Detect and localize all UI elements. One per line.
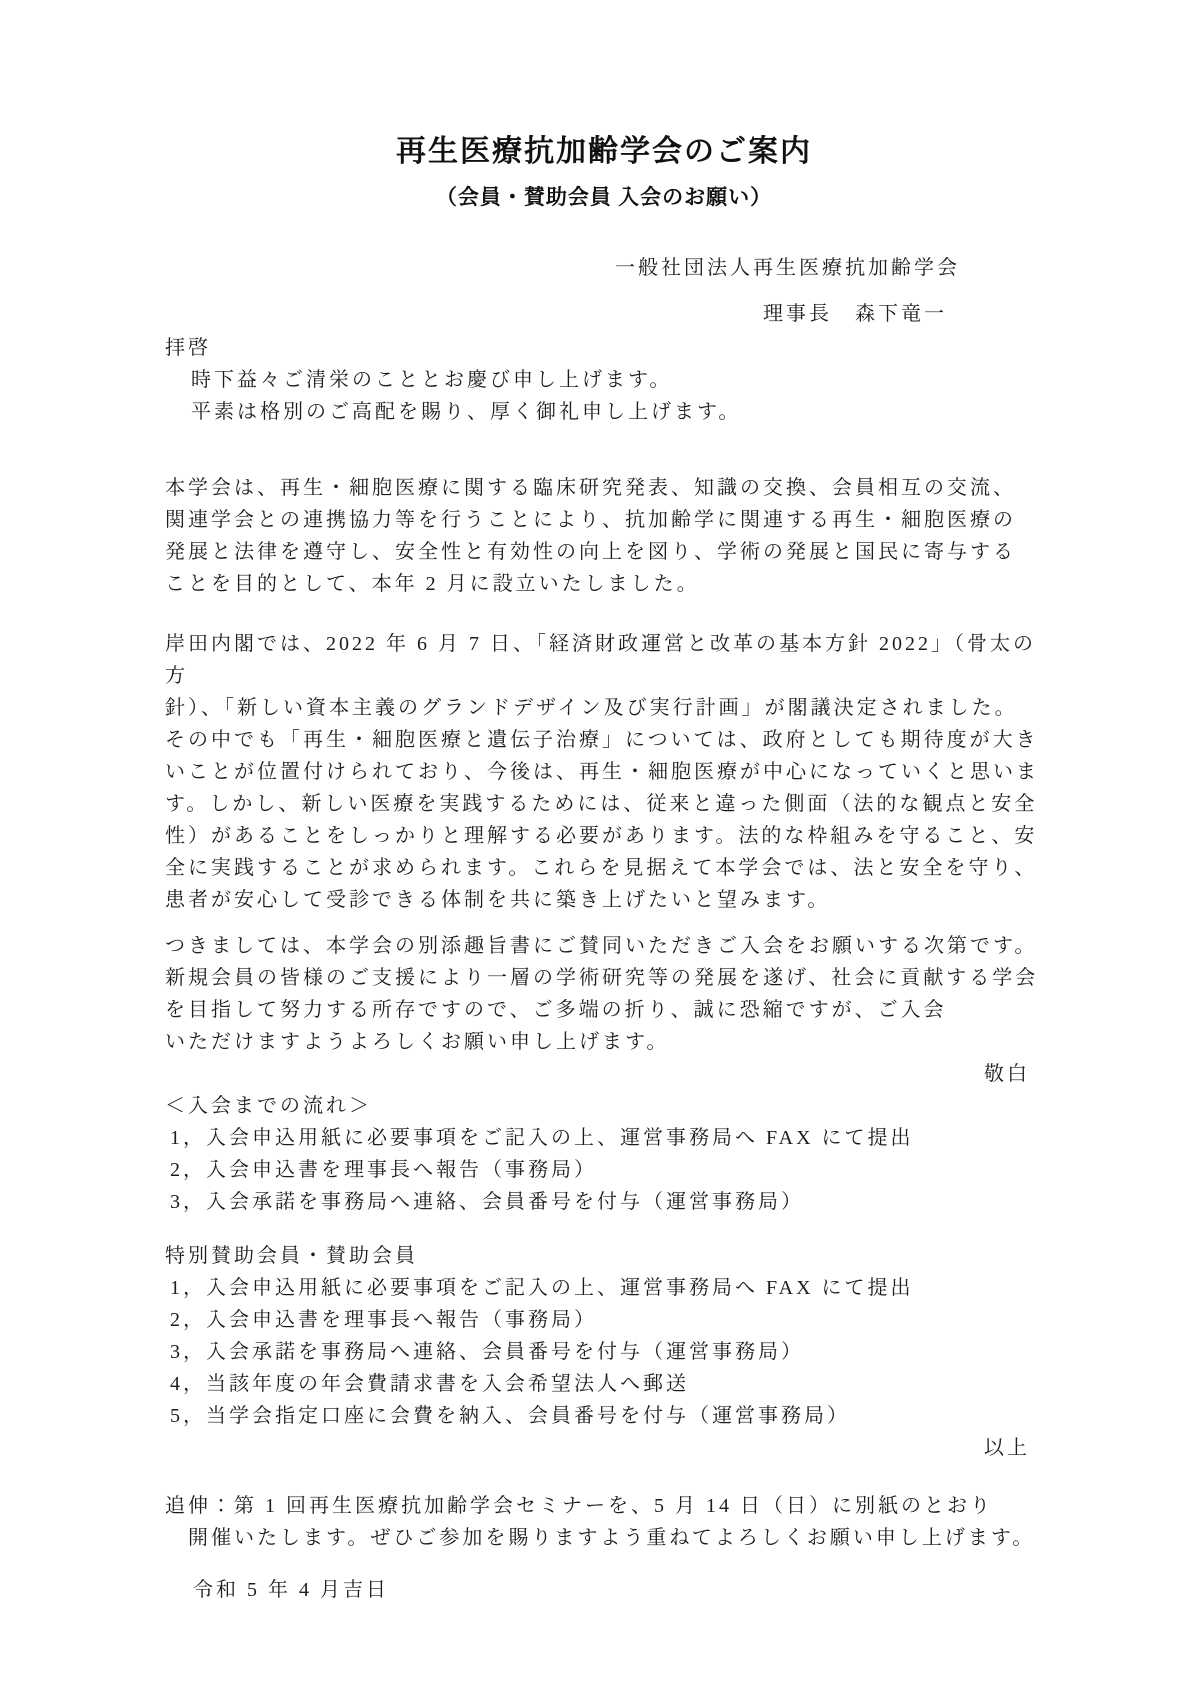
sender-organization: 一般社団法人再生医療抗加齢学会 — [615, 257, 960, 279]
supporting-step-3: 3，入会承諾を事務局へ連絡、会員番号を付与（運営事務局） — [170, 1341, 804, 1363]
end-marker: 以上 — [984, 1437, 1030, 1459]
flow-section-heading: ＜入会までの流れ＞ — [165, 1095, 372, 1117]
document-title: 再生医療抗加齢学会のご案内 — [396, 135, 812, 168]
supporting-step-1: 1，入会申込用紙に必要事項をご記入の上、運営事務局へ FAX にて提出 — [170, 1277, 914, 1299]
salutation: 拝啓 — [165, 337, 211, 359]
sender-representative: 理事長 森下竜一 — [763, 303, 947, 325]
flow-step-2: 2，入会申込書を理事長へ報告（事務局） — [170, 1159, 597, 1181]
supporting-step-4: 4，当該年度の年会費請求書を入会希望法人へ郵送 — [170, 1373, 689, 1395]
closing-word: 敬白 — [984, 1063, 1030, 1085]
document-subtitle: （会員・賛助会員 入会のお願い） — [435, 185, 773, 209]
supporting-step-5: 5，当学会指定口座に会費を納入、会員番号を付与（運営事務局） — [170, 1405, 850, 1427]
greeting-lines: 時下益々ご清栄のこととお慶び申し上げます。 平素は格別のご高配を賜り、厚く御礼申し上げます。 — [191, 369, 742, 423]
supporting-step-2: 2，入会申込書を理事長へ報告（事務局） — [170, 1309, 597, 1331]
flow-step-list — [165, 1122, 1043, 1218]
supporting-section-heading: 特別賛助会員・賛助会員 — [165, 1245, 418, 1267]
postscript: 追伸：第 1 回再生医療抗加齢学会セミナーを、5 月 14 日（日）に別紙のとおり 開催いたします。ぜひご参加を賜りますよう重ねてよろしくお願い申し上げます。 — [165, 1495, 1036, 1549]
paragraph-background: 岸田内閣では、2022 年 6 月 7 日、「経済財政運営と改革の基本方針 2022」（骨太の方 針）、「新しい資本主義のグランドデザイン及び実行計画」が閣議決定されました。 その中でも「再生・細胞医療と遺伝子治療」については、政府としても期待度が大き いことが位置付けられており、今後は、再生・細胞医療が中心になっていくと思いま す。しかし、新しい医療を実践するためには、従来と違った側面（法的な観点と安全 性）があることをしっかりと理解する必要があります。法的な枠組みを守ること、安 全に実践することが求められます。これらを見据えて本学会では、法と安全を守り、 患者が安心して受診できる体制を共に築き上げたいと望みます。 — [165, 633, 1039, 911]
flow-step-1: 1，入会申込用紙に必要事項をご記入の上、運営事務局へ FAX にて提出 — [170, 1127, 914, 1149]
flow-step-3: 3，入会承諾を事務局へ連絡、会員番号を付与（運営事務局） — [170, 1191, 804, 1213]
paragraph-purpose: 本学会は、再生・細胞医療に関する臨床研究発表、知識の交換、会員相互の交流、 関連学会との連携協力等を行うことにより、抗加齢学に関連する再生・細胞医療の 発展と法律を遵守し、安全性と有効性の向上を図り、学術の発展と国民に寄与する ことを目的として、本年 2 月に設立いたしました。 — [165, 477, 1016, 595]
document-date: 令和 5 年 4 月吉日 — [193, 1579, 389, 1601]
supporting-step-list — [165, 1272, 1043, 1432]
paragraph-request: つきましては、本学会の別添趣旨書にご賛同いただきご入会をお願いする次第です。 新規会員の皆様のご支援により一層の学術研究等の発展を遂げ、社会に貢献する学会 を目指して努力する所存ですので、ご多端の折り、誠に恐縮ですが、ご入会 いただけますようよろしくお願い申し上げます。 — [165, 935, 1039, 1053]
